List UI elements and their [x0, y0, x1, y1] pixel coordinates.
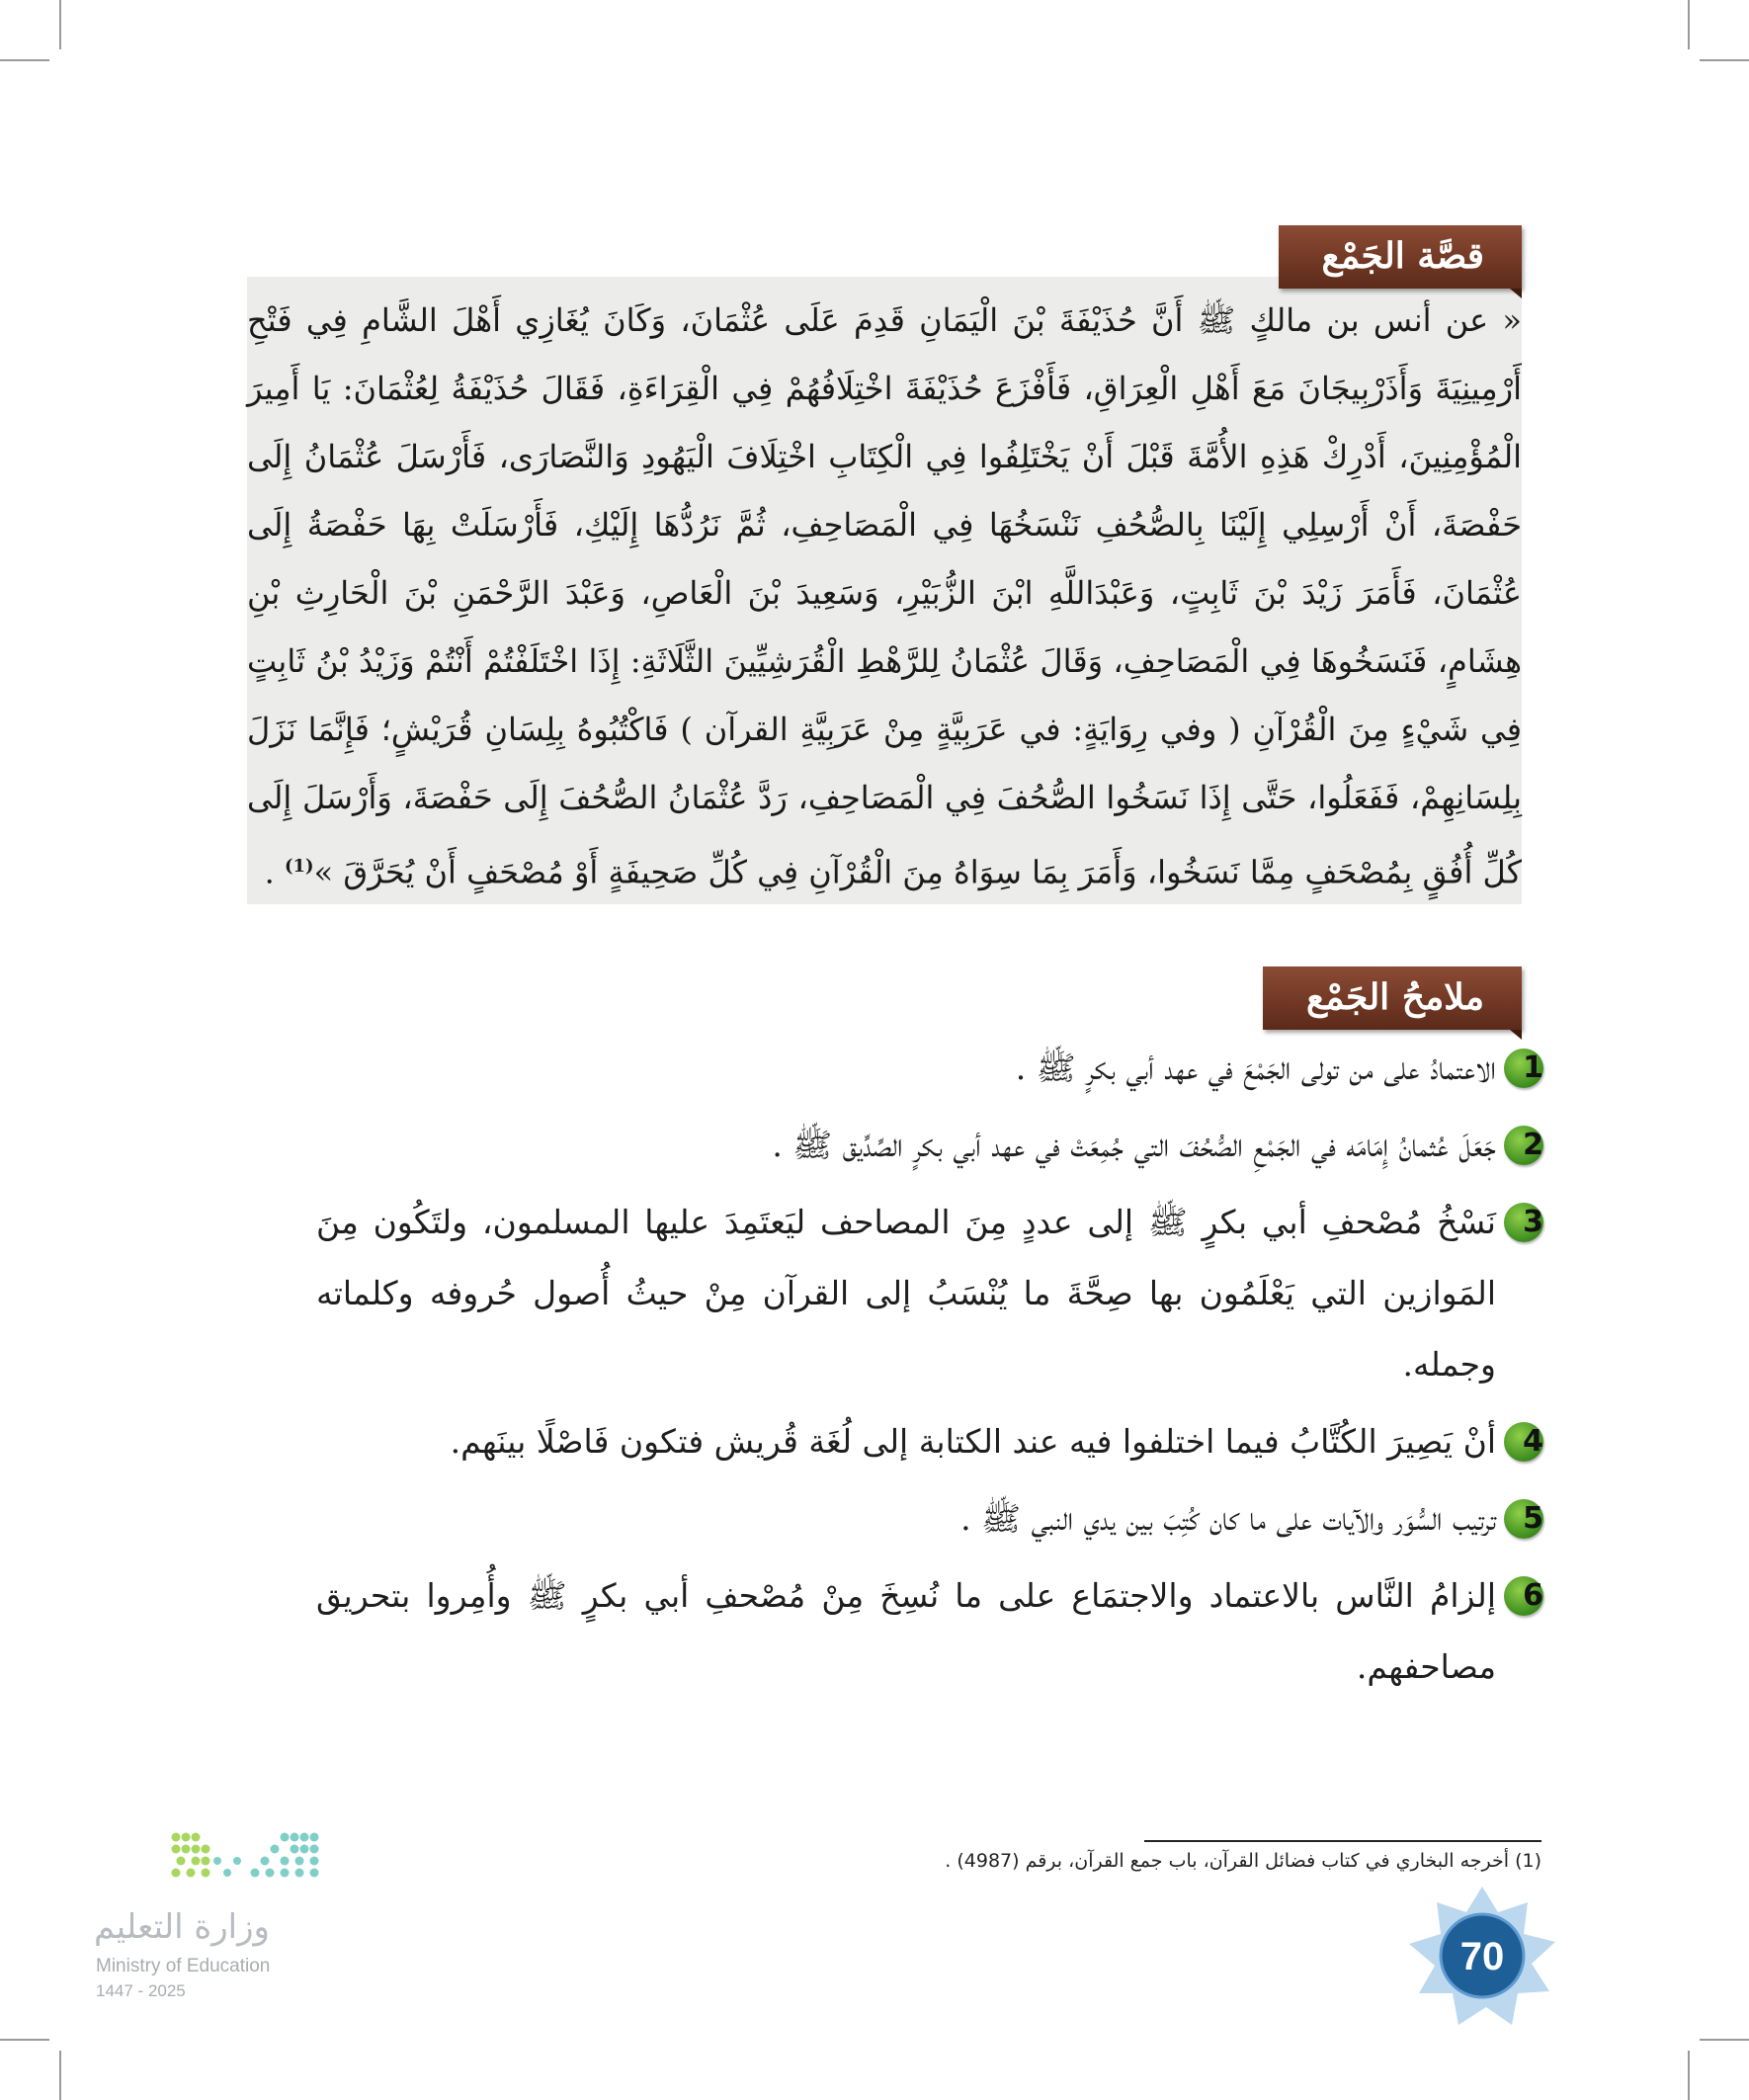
crop-mark [0, 59, 49, 61]
story-body: « عن أنس بن مالكٍ ﷺ أَنَّ حُذَيْفَةَ بْنَ الْيَمَانِ قَدِمَ عَلَى عُثْمَانَ، وَكَانَ يُغَازِي أَهْلَ الشَّامِ فِي فَتْحِ أَرْمِينِيَةَ وَأَذَرْبِيجَانَ مَعَ أَهْلِ الْعِرَاقِ، فَأَفْزَعَ حُذَيْفَةَ اخْتِلَافُهُمْ فِي الْقِرَاءَةِ، فَقَالَ حُذَيْفَةُ لِعُثْمَانَ: يَا أَمِيرَ الْمُؤْمِنِينَ، أَدْرِكْ هَذِهِ الأُمَّةَ قَبْلَ أَنْ يَخْتَلِفُوا فِي الْكِتَابِ اخْتِلَافَ الْيَهُودِ وَالنَّصَارَى، فَأَرْسَلَ عُثْمَانُ إِلَى حَفْصَةَ، أَنْ أَرْسِلِي إِلَيْنَا بِالصُّحُفِ نَنْسَخُهَا فِي الْمَصَاحِفِ، ثُمَّ نَرُدُّهَا إِلَيْكِ، فَأَرْسَلَتْ بِهَا حَفْصَةُ إِلَى عُثْمَانَ، فَأَمَرَ زَيْدَ بْنَ ثَابِتٍ، وَعَبْدَاللَّهِ ابْنَ الزُّبَيْرِ، وَسَعِيدَ بْنَ الْعَاصِ، وَعَبْدَ الرَّحْمَنِ بْنَ الْحَارِثِ بْنِ هِشَامٍ، فَنَسَخُوهَا فِي الْمَصَاحِفِ، وَقَالَ عُثْمَانُ لِلرَّهْطِ الْقُرَشِيِّينَ الثَّلَاثَةِ: إِذَا اخْتَلَفْتُمْ أَنْتُمْ وَزَيْدُ بْنُ ثَابِتٍ فِي شَيْءٍ مِنَ الْقُرْآنِ ( وفي رِوَايَةٍ: في عَرَبِيَّةٍ مِنْ عَرَبِيَّةِ القرآن ) فَاكْتُبُوهُ بِلِسَانِ قُرَيْشٍ؛ فَإِنَّمَا نَزَلَ بِلِسَانِهِمْ، فَفَعَلُوا، حَتَّى إِذَا نَسَخُوا الصُّحُفَ فِي الْمَصَاحِفِ، رَدَّ عُثْمَانُ الصُّحُفَ إِلَى حَفْصَةَ، وَأَرْسَلَ إِلَى كُلِّ أُفُقٍ بِمُصْحَفٍ مِمَّا نَسَخُوا، وَأَمَرَ بِمَا سِوَاهُ مِنَ الْقُرْآنِ فِي كُلِّ صَحِيفَةٍ أَوْ مُصْحَفٍ أَنْ يُحَرَّقَ » [247, 301, 1523, 891]
number-badge-icon: 3 [1504, 1203, 1543, 1242]
features-list [316, 1033, 1543, 1709]
crop-mark [59, 0, 61, 49]
crop-mark [59, 2051, 61, 2100]
number-badge-icon: 2 [1504, 1126, 1543, 1165]
feature-item [316, 1483, 1543, 1554]
crop-mark [1700, 59, 1749, 61]
footnote: (1) أخرجه البخاري في كتاب فضائل القرآن، باب جمع القرآن، برقم (4987) . [945, 1850, 1541, 1872]
feature-text: الاعتمادُ على من تولى الجَمْعَ في عهد أبي بكرٍ ﷺ . [1015, 1049, 1496, 1087]
footnote-divider [1144, 1840, 1541, 1842]
feature-text: جَعَلَ عُثمانُ إِمَامَه في الجَمْعِ الصُّحُفَ التي جُمِعَتْ في عهد أبي بكرٍ الصِّدِّيق ﷺ . [772, 1126, 1496, 1164]
crop-mark [0, 2039, 49, 2041]
feature-item [316, 1560, 1543, 1703]
number-badge-icon: 6 [1504, 1576, 1543, 1616]
number-badge-icon: 4 [1504, 1422, 1543, 1462]
feature-item [316, 1033, 1543, 1104]
crop-mark [1688, 0, 1690, 49]
number-badge-icon: 5 [1504, 1499, 1543, 1539]
crop-mark [1688, 2051, 1690, 2100]
logo-arabic-text: وزارة التعليم [94, 1907, 270, 1947]
logo-english-text: Ministry of Education [96, 1956, 271, 1976]
feature-text: إلزامُ النَّاس بالاعتماد والاجتمَاع على ما نُسِخَ مِنْ مُصْحفِ أبي بكرٍ ﷺ وأُمِروا بتحريق مصاحفهم. [316, 1576, 1496, 1686]
footnote-reference: (1) [284, 856, 314, 877]
number-badge-icon: 1 [1504, 1049, 1543, 1088]
page-number-badge [1403, 1883, 1561, 2031]
features-title: ملامحُ الجَمْع [1263, 966, 1522, 1030]
feature-item [316, 1187, 1543, 1400]
feature-text: أنْ يَصِيرَ الكُتَّابُ فيما اختلفوا فيه عند الكتابة إلى لُغَة قُريش فتكون فَاصْلًا بينَهم. [450, 1422, 1496, 1461]
story-text: « عن أنس بن مالكٍ ﷺ أَنَّ حُذَيْفَةَ بْنَ الْيَمَانِ قَدِمَ عَلَى عُثْمَانَ، وَكَانَ يُغَازِي أَهْلَ الشَّامِ فِي فَتْحِ أَرْمِينِيَةَ وَأَذَرْبِيجَانَ مَعَ أَهْلِ الْعِرَاقِ، فَأَفْزَعَ حُذَيْفَةَ اخْتِلَافُهُمْ فِي الْقِرَاءَةِ، فَقَالَ حُذَيْفَةُ لِعُثْمَانَ: يَا أَمِيرَ الْمُؤْمِنِينَ، أَدْرِكْ هَذِهِ الأُمَّةَ قَبْلَ أَنْ يَخْتَلِفُوا فِي الْكِتَابِ اخْتِلَافَ الْيَهُودِ وَالنَّصَارَى، فَأَرْسَلَ عُثْمَانُ إِلَى حَفْصَةَ، أَنْ أَرْسِلِي إِلَيْنَا بِالصُّحُفِ نَنْسَخُهَا فِي الْمَصَاحِفِ، ثُمَّ نَرُدُّهَا إِلَيْكِ، فَأَرْسَلَتْ بِهَا حَفْصَةُ إِلَى عُثْمَانَ، فَأَمَرَ زَيْدَ بْنَ ثَابِتٍ، وَعَبْدَاللَّهِ ابْنَ الزُّبَيْرِ، وَسَعِيدَ بْنَ الْعَاصِ، وَعَبْدَ الرَّحْمَنِ بْنَ الْحَارِثِ بْنِ هِشَامٍ، فَنَسَخُوهَا فِي الْمَصَاحِفِ، وَقَالَ عُثْمَانُ لِلرَّهْطِ الْقُرَشِيِّينَ الثَّلَاثَةِ: إِذَا اخْتَلَفْتُمْ أَنْتُمْ وَزَيْدُ بْنُ ثَابِتٍ فِي شَيْءٍ مِنَ الْقُرْآنِ ( وفي رِوَايَةٍ: في عَرَبِيَّةٍ مِنْ عَرَبِيَّةِ القرآن ) فَاكْتُبُوهُ بِلِسَانِ قُرَيْشٍ؛ فَإِنَّمَا نَزَلَ بِلِسَانِهِمْ، فَفَعَلُوا، حَتَّى إِذَا نَسَخُوا الصُّحُفَ فِي الْمَصَاحِفِ، رَدَّ عُثْمَانُ الصُّحُفَ إِلَى حَفْصَةَ، وَأَرْسَلَ إِلَى كُلِّ أُفُقٍ بِمُصْحَفٍ مِمَّا نَسَخُوا، وَأَمَرَ بِمَا سِوَاهُ مِنَ الْقُرْآنِ فِي كُلِّ صَحِيفَةٍ أَوْ مُصْحَفٍ أَنْ يُحَرَّقَ »$^{(1)}$ . [247, 301, 1523, 891]
logo-year: 2025 - 1447 [96, 1981, 186, 2000]
feature-item [316, 1406, 1543, 1477]
page-number: 70 [1459, 1935, 1505, 1978]
crop-mark [1700, 2039, 1749, 2041]
feature-text: نَسْخُ مُصْحفِ أبي بكرٍ ﷺ إلى عددٍ مِنَ المصاحف ليَعتَمِدَ عليها المسلمون، ولتَكُون مِنَ المَوازين التي يَعْلَمُون بها صِحَّةَ ما يُنْسَبُ إلى القرآن مِنْ حيثُ أُصول حُروفه وكلماته وجمله. [316, 1203, 1496, 1384]
feature-text: ترتيب السُّوَر والآيات على ما كان كُتِبَ بين يدي النبي ﷺ . [960, 1499, 1496, 1538]
story-title: قصَّة الجَمْع [1279, 225, 1522, 289]
feature-item [316, 1110, 1543, 1181]
